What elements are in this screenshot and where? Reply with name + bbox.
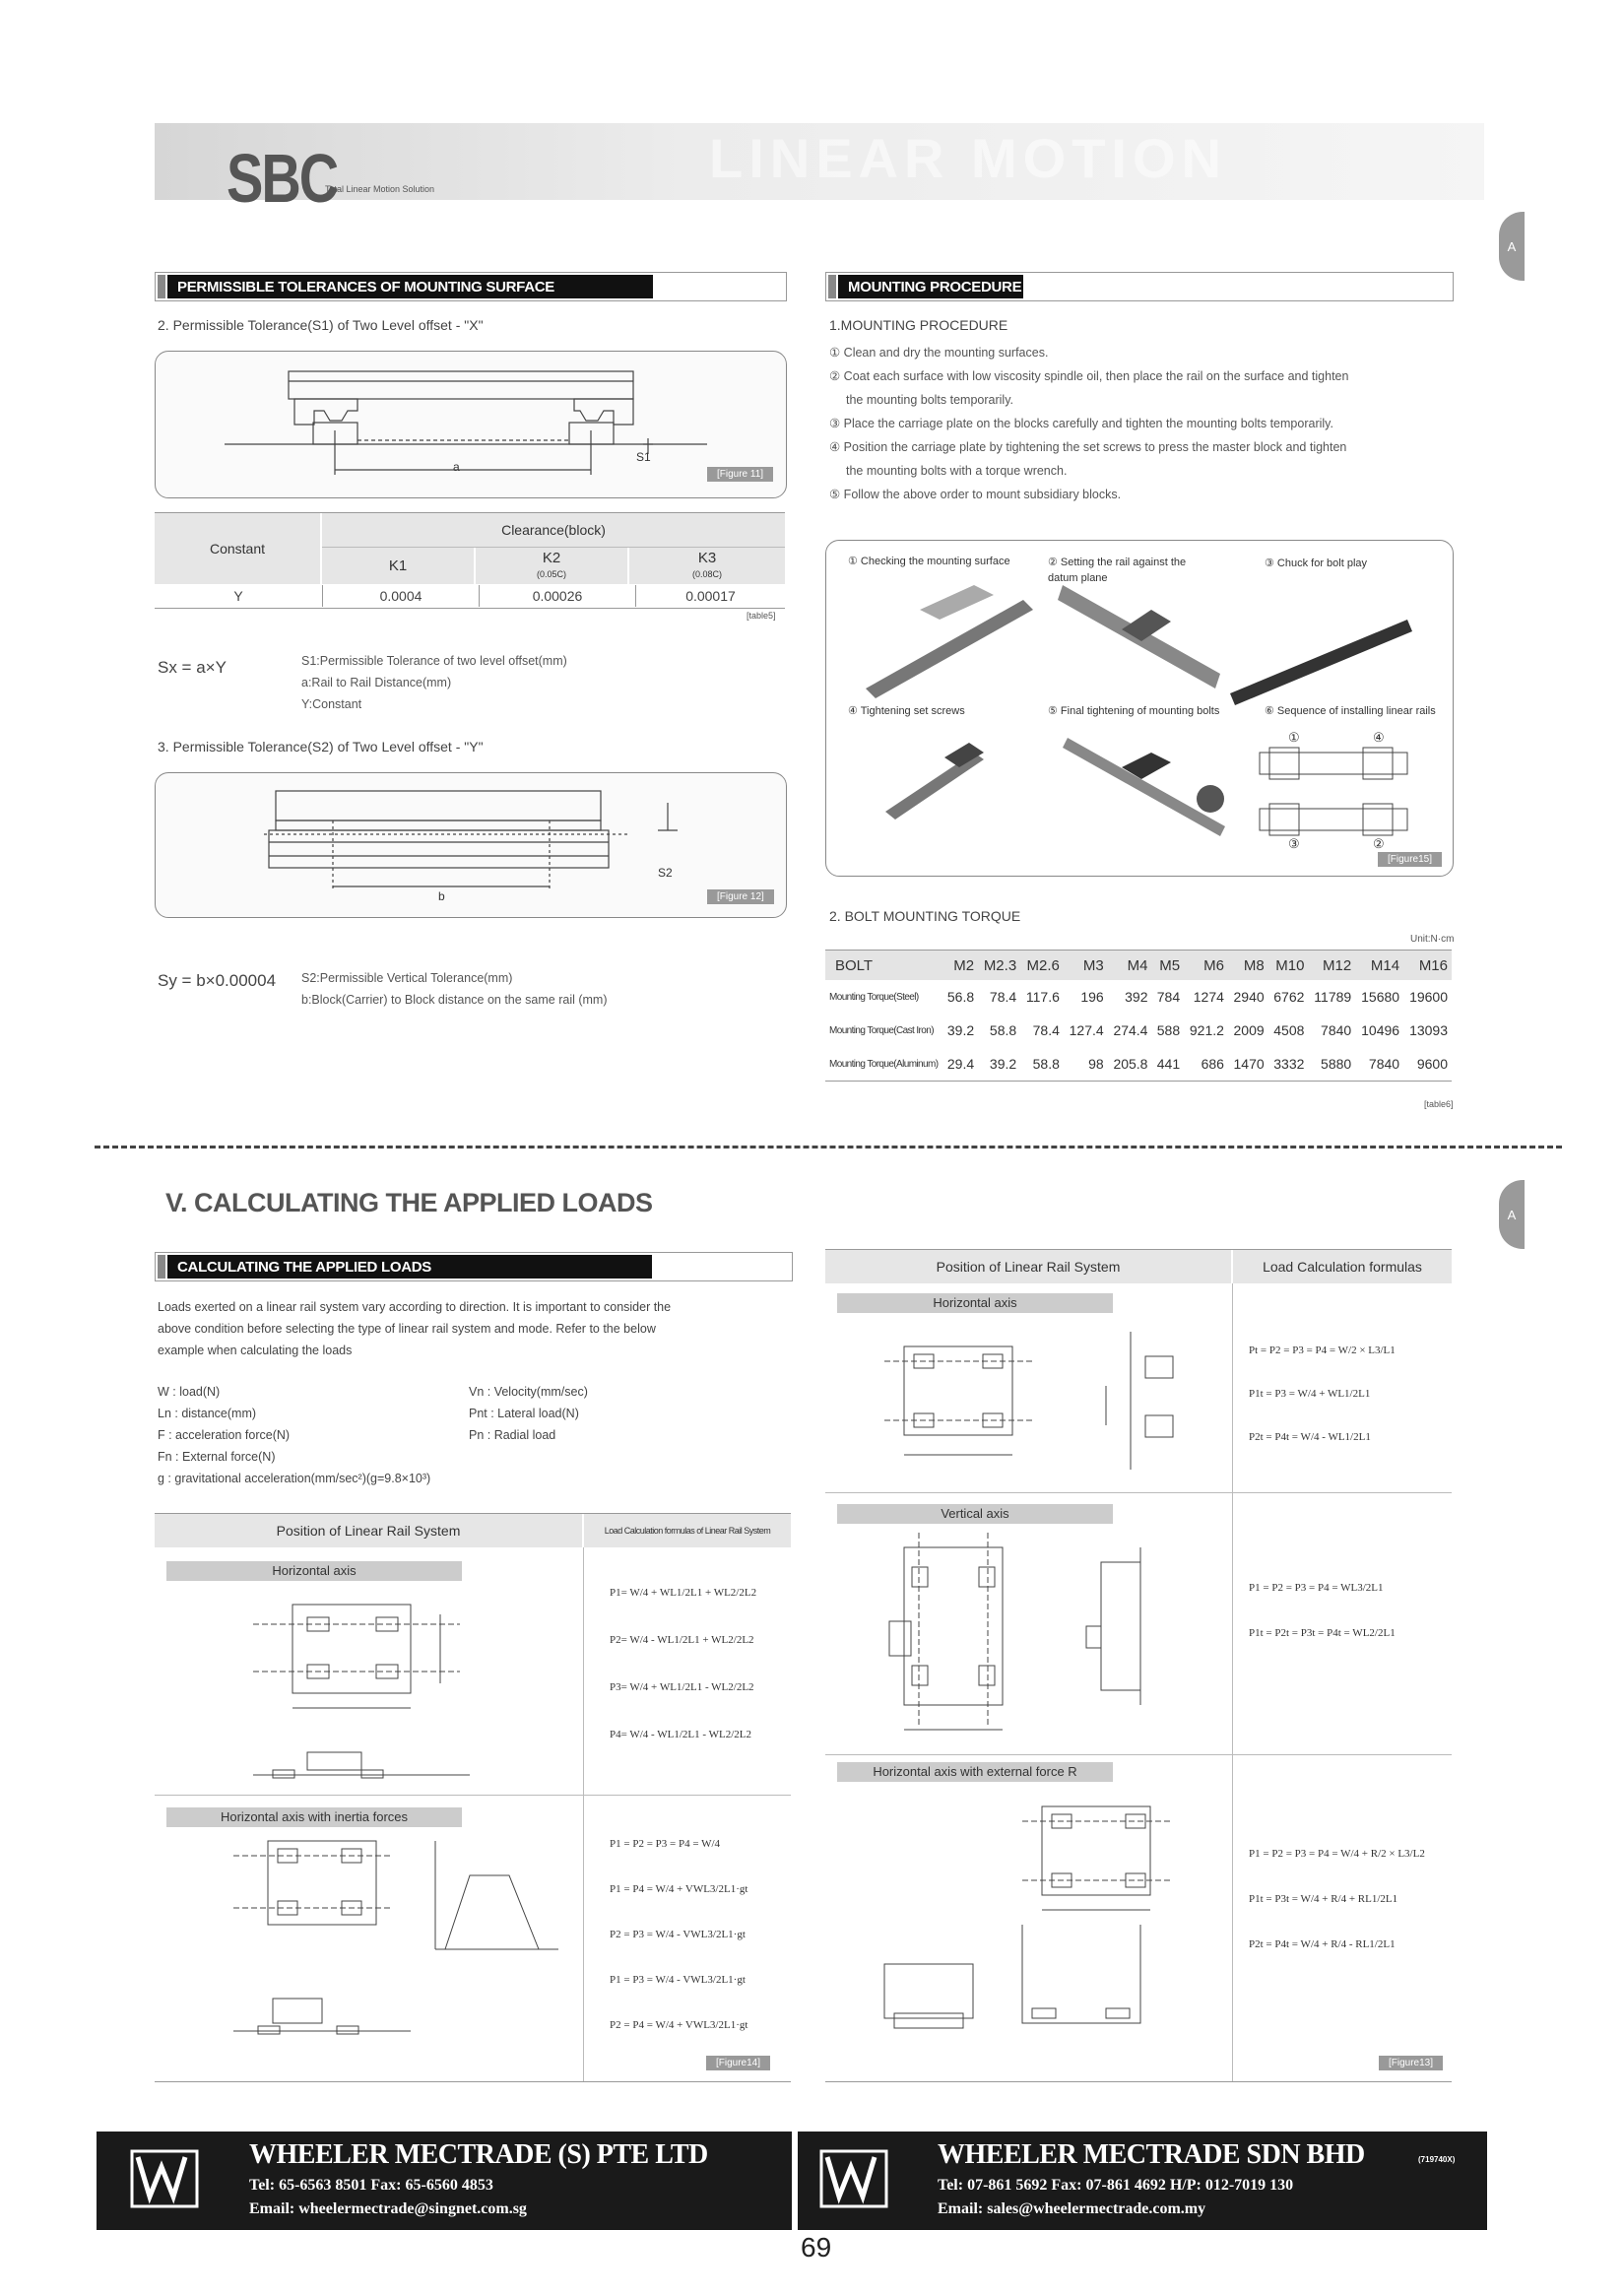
- torque-cell: 98: [1088, 1056, 1104, 1072]
- sy-desc-line: S2:Permissible Vertical Tolerance(mm): [301, 971, 513, 985]
- torque-cell: 19600: [1409, 989, 1448, 1005]
- torque-cell: 15680: [1361, 989, 1400, 1005]
- footer-right-reg: (719740X): [1418, 2155, 1456, 2164]
- table5-caption: [table5]: [747, 611, 776, 621]
- torque-row-label: Mounting Torque(Aluminum): [829, 1058, 939, 1070]
- load-table-left: [155, 1513, 791, 2082]
- section-header-tolerances: [155, 272, 787, 301]
- formula-line: P1t = P3t = W/4 + R/4 + RL1/2L1: [1249, 1893, 1398, 1905]
- seq-number: ③: [1288, 836, 1300, 851]
- figure-12-s2-label: S2: [658, 866, 673, 880]
- torque-cell: 117.6: [1025, 989, 1060, 1005]
- torque-head-cell: M14: [1355, 951, 1403, 981]
- section-title-tolerances: PERMISSIBLE TOLERANCES OF MOUNTING SURFACE: [167, 275, 653, 298]
- value-k3: 0.00017: [685, 588, 736, 604]
- table6-caption: [table6]: [1424, 1099, 1454, 1109]
- figure-12-box: [155, 772, 787, 918]
- formula-line: P2= W/4 - WL1/2L1 + WL2/2L2: [610, 1634, 754, 1646]
- torque-unit: Unit:N·cm: [1410, 934, 1455, 945]
- torque-cell: 274.4: [1113, 1022, 1148, 1038]
- seq-number: ①: [1288, 730, 1300, 745]
- torque-head-cell: M3: [1064, 951, 1108, 981]
- torque-cell: 2009: [1233, 1022, 1265, 1038]
- diagram-right-horizontal: [855, 1317, 1219, 1484]
- procedure-step: ② Coat each surface with low viscosity spindle oil, then place the rail on the surface and tighten: [829, 369, 1349, 383]
- variable-def: g : gravitational acceleration(mm/sec²)(g=9.8×10³): [158, 1472, 431, 1485]
- procedure-steps: [829, 341, 1348, 506]
- formula-line: P3= W/4 + WL1/2L1 - WL2/2L2: [610, 1681, 754, 1693]
- footer-right-title: WHEELER MECTRADE SDN BHD: [938, 2139, 1365, 2170]
- seq-number: ④: [1373, 730, 1385, 745]
- torque-cell: 127.4: [1069, 1022, 1104, 1038]
- sx-desc-line: S1:Permissible Tolerance of two level offset(mm): [301, 654, 567, 668]
- brand-logo: SBC: [227, 139, 338, 217]
- sx-description: [301, 650, 567, 715]
- block-label-right-horizontal: Horizontal axis: [837, 1293, 1113, 1313]
- photo-label-1: ① Checking the mounting surface: [848, 556, 1010, 567]
- figure-12-b-label: b: [438, 889, 445, 903]
- torque-cell: 686: [1201, 1056, 1224, 1072]
- calc-intro: [158, 1296, 671, 1361]
- torque-cell: 39.2: [989, 1056, 1017, 1072]
- formula-line: P1t = P2t = P3t = P4t = WL2/2L1: [1249, 1627, 1396, 1639]
- torque-cell: 921.2: [1189, 1022, 1224, 1038]
- footer-singapore: [97, 2132, 792, 2230]
- footer-right-email: Email: sales@wheelermectrade.com.my: [938, 2200, 1206, 2217]
- torque-cell: 196: [1080, 989, 1104, 1005]
- diagram-inertia: [194, 1831, 568, 2067]
- k3-sub: (0.08C): [691, 569, 722, 579]
- torque-cell: 205.8: [1113, 1056, 1148, 1072]
- torque-cell: 58.8: [989, 1022, 1017, 1038]
- formula-line: P2t = P4t = W/4 - WL1/2L1: [1249, 1431, 1371, 1443]
- torque-cell: 39.2: [946, 1022, 975, 1038]
- s1-title: 2. Permissible Tolerance(S1) of Two Level offset - "X": [158, 317, 484, 333]
- company-logo-icon: [819, 2147, 888, 2210]
- formula-line: P2 = P4 = W/4 + VWL3/2L1·gt: [610, 2019, 748, 2031]
- torque-cell: 441: [1156, 1056, 1181, 1072]
- section-header-mounting: [825, 272, 1454, 301]
- left-head-position: Position of Linear Rail System: [155, 1514, 582, 1547]
- figure-12-caption: [Figure 12]: [707, 889, 774, 904]
- block-label-horizontal: Horizontal axis: [166, 1561, 462, 1581]
- figure-11-a-label: a: [453, 460, 460, 474]
- torque-cell: 78.4: [1032, 1022, 1060, 1038]
- torque-cell: 784: [1156, 989, 1181, 1005]
- value-k1: 0.0004: [323, 585, 480, 607]
- figure-14-caption: [Figure14]: [706, 2056, 770, 2070]
- footer-right-tel: Tel: 07-861 5692 Fax: 07-861 4692 H/P: 012-7019 130: [938, 2177, 1294, 2194]
- procedure-step: ③ Place the carriage plate on the blocks carefully and tighten the mounting bolts temporarily.: [829, 417, 1333, 430]
- formulas-horizontal: [610, 1569, 756, 1758]
- side-tab-top: A: [1499, 212, 1525, 281]
- formula-line: P1 = P2 = P3 = P4 = WL3/2L1: [1249, 1582, 1384, 1594]
- sx-desc-line: a:Rail to Rail Distance(mm): [301, 676, 452, 689]
- load-table-right: [825, 1249, 1452, 2082]
- torque-row-cast-iron: [825, 1014, 1452, 1047]
- seq-number: ②: [1373, 836, 1385, 851]
- company-logo-icon: [130, 2147, 199, 2210]
- torque-head-cell: M2: [942, 951, 978, 981]
- figure-15-box: [825, 540, 1454, 877]
- footer-left-title: WHEELER MECTRADE (S) PTE LTD: [249, 2139, 708, 2170]
- figure-11-s1-label: S1: [636, 450, 651, 464]
- procedure-step: the mounting bolts with a torque wrench.: [846, 464, 1068, 478]
- page-divider: [95, 1146, 1562, 1148]
- variable-def: Pnt : Lateral load(N): [469, 1407, 579, 1420]
- sy-formula: Sy = b×0.00004: [158, 971, 277, 990]
- torque-head-cell: M2.3: [978, 951, 1020, 981]
- block-label-external-force: Horizontal axis with external force R: [837, 1762, 1113, 1782]
- torque-head-cell: M5: [1151, 951, 1184, 981]
- torque-head-cell: M8: [1228, 951, 1268, 981]
- right-head-position: Position of Linear Rail System: [825, 1250, 1231, 1283]
- formula-line: Pt = P2 = P3 = P4 = W/2 × L3/L1: [1249, 1345, 1396, 1356]
- photo-label-6: ⑥ Sequence of installing linear rails: [1265, 705, 1436, 717]
- torque-cell: 7840: [1368, 1056, 1400, 1072]
- formula-line: P1 = P2 = P3 = P4 = W/4 + R/2 × L3/L2: [1249, 1848, 1425, 1860]
- torque-head-cell: M6: [1184, 951, 1228, 981]
- block-label-vertical: Vertical axis: [837, 1504, 1113, 1524]
- right-head-formulas: Load Calculation formulas: [1233, 1250, 1452, 1283]
- formula-line: P1 = P2 = P3 = P4 = W/4: [610, 1838, 721, 1850]
- figure-11-caption: [Figure 11]: [707, 467, 773, 482]
- torque-head-cell: M12: [1308, 951, 1355, 981]
- torque-cell: 29.4: [946, 1056, 975, 1072]
- torque-cell: 1274: [1193, 989, 1224, 1005]
- figure-13-caption: [Figure13]: [1379, 2056, 1443, 2070]
- variable-def: Ln : distance(mm): [158, 1407, 257, 1420]
- torque-head-cell: M10: [1268, 951, 1309, 981]
- intro-line: above condition before selecting the type of linear rail system and mode. Refer to the below: [158, 1322, 656, 1336]
- formulas-vertical: [1249, 1565, 1396, 1656]
- intro-line: example when calculating the loads: [158, 1344, 353, 1357]
- formulas-right-horizontal: [1249, 1329, 1396, 1459]
- procedure-step: ④ Position the carriage plate by tightening the set screws to press the master block and tighten: [829, 440, 1347, 454]
- section-title-calc: CALCULATING THE APPLIED LOADS: [167, 1255, 652, 1279]
- torque-row-steel: [825, 980, 1452, 1014]
- torque-cell: 78.4: [989, 989, 1017, 1005]
- header-ghost-text: LINEAR MOTION: [709, 127, 1227, 189]
- row-y: Y: [155, 585, 323, 607]
- k1-header: K1: [322, 548, 474, 584]
- footer-malaysia: [798, 2132, 1487, 2230]
- procedure-step: ⑤ Follow the above order to mount subsidiary blocks.: [829, 488, 1122, 501]
- variables-right: [469, 1381, 588, 1446]
- constant-table: [155, 512, 785, 609]
- sx-formula: Sx = a×Y: [158, 658, 227, 677]
- value-k2: 0.00026: [480, 585, 636, 607]
- footer-left-email: Email: wheelermectrade@singnet.com.sg: [249, 2200, 527, 2217]
- k3-header: [629, 548, 785, 584]
- torque-cell: 3332: [1273, 1056, 1305, 1072]
- k2-header: [476, 548, 627, 584]
- variable-def: Fn : External force(N): [158, 1450, 276, 1464]
- formula-line: P1= W/4 + WL1/2L1 + WL2/2L2: [610, 1587, 757, 1599]
- figure-11-box: [155, 351, 787, 498]
- k2-label: K2: [542, 550, 561, 566]
- formulas-inertia: [610, 1821, 747, 2048]
- formula-line: P1 = P3 = W/4 - VWL3/2L1·gt: [610, 1974, 746, 1986]
- torque-cell: 7840: [1321, 1022, 1352, 1038]
- procedure-step: the mounting bolts temporarily.: [846, 393, 1013, 407]
- torque-cell: 392: [1125, 989, 1148, 1005]
- side-tab-bottom: A: [1499, 1180, 1525, 1249]
- torque-cell: 9600: [1416, 1056, 1448, 1072]
- constant-header: Constant: [155, 513, 320, 584]
- sx-desc-line: Y:Constant: [301, 697, 362, 711]
- torque-cell: 1470: [1233, 1056, 1265, 1072]
- formula-line: P1t = P3 = W/4 + WL1/2L1: [1249, 1388, 1371, 1400]
- torque-cell: 588: [1156, 1022, 1181, 1038]
- variable-def: Vn : Velocity(mm/sec): [469, 1385, 588, 1399]
- torque-cell: 6762: [1273, 989, 1305, 1005]
- variable-def: W : load(N): [158, 1385, 221, 1399]
- diagram-vertical-axis: [855, 1528, 1219, 1749]
- photo-label-2: ② Setting the rail against the datum plane: [1048, 557, 1187, 584]
- constant-values-row: [155, 585, 785, 607]
- torque-head-cell: M4: [1108, 951, 1152, 981]
- torque-head-cell: M16: [1403, 951, 1452, 981]
- section-header-calc: [155, 1252, 793, 1281]
- diagram-external-force: [855, 1787, 1219, 2053]
- formula-line: P4= W/4 - WL1/2L1 - WL2/2L2: [610, 1729, 751, 1740]
- sy-description: [301, 967, 608, 1011]
- intro-line: Loads exerted on a linear rail system vary according to direction. It is important to consider the: [158, 1300, 672, 1314]
- k2-sub: (0.05C): [536, 569, 566, 579]
- clearance-header: Clearance(block): [322, 513, 785, 548]
- torque-head-cell: BOLT: [825, 951, 942, 981]
- formulas-external-force: [1249, 1831, 1425, 1967]
- page-number: 69: [801, 2232, 832, 2263]
- photo-label-5: ⑤ Final tightening of mounting bolts: [1048, 705, 1220, 717]
- photo-label-3: ③ Chuck for bolt play: [1265, 558, 1368, 569]
- torque-cell: 13093: [1409, 1022, 1448, 1038]
- photo-label-4: ④ Tightening set screws: [848, 705, 965, 717]
- k3-label: K3: [697, 550, 717, 566]
- variables-left: [158, 1381, 430, 1489]
- figure-12-drawing: [156, 773, 786, 917]
- left-head-formulas: Load Calculation formulas of Linear Rail System: [584, 1514, 791, 1547]
- procedure-step: ① Clean and dry the mounting surfaces.: [829, 346, 1049, 360]
- torque-cell: 56.8: [946, 989, 975, 1005]
- torque-cell: 11789: [1314, 989, 1352, 1005]
- torque-title: 2. BOLT MOUNTING TORQUE: [829, 908, 1021, 924]
- figure-11-drawing: [156, 352, 786, 497]
- brand-tagline: Total Linear Motion Solution: [325, 184, 435, 194]
- block-label-inertia: Horizontal axis with inertia forces: [166, 1807, 462, 1827]
- torque-table: [825, 950, 1452, 1082]
- figure-15-caption: [Figure15]: [1378, 852, 1442, 867]
- procedure-title: 1.MOUNTING PROCEDURE: [829, 317, 1008, 333]
- torque-row-aluminum: [825, 1047, 1452, 1082]
- torque-head-cell: M2.6: [1020, 951, 1064, 981]
- torque-cell: 10496: [1361, 1022, 1400, 1038]
- s2-title: 3. Permissible Tolerance(S2) of Two Level offset - "Y": [158, 739, 484, 754]
- torque-cell: 4508: [1273, 1022, 1305, 1038]
- torque-cell: 58.8: [1032, 1056, 1060, 1072]
- formula-line: P2t = P4t = W/4 + R/4 - RL1/2L1: [1249, 1938, 1396, 1950]
- section-title-mounting: MOUNTING PROCEDURE: [838, 275, 1023, 298]
- formula-line: P1 = P4 = W/4 + VWL3/2L1·gt: [610, 1883, 748, 1895]
- torque-row-label: Mounting Torque(Steel): [829, 991, 919, 1003]
- torque-cell: 2940: [1233, 989, 1265, 1005]
- torque-row-label: Mounting Torque(Cast Iron): [829, 1024, 934, 1036]
- footer-left-tel: Tel: 65-6563 8501 Fax: 65-6560 4853: [249, 2177, 493, 2194]
- variable-def: F : acceleration force(N): [158, 1428, 291, 1442]
- part5-title: V. CALCULATING THE APPLIED LOADS: [165, 1188, 653, 1217]
- formula-line: P2 = P3 = W/4 - VWL3/2L1·gt: [610, 1929, 746, 1940]
- torque-cell: 5880: [1321, 1056, 1352, 1072]
- sy-desc-line: b:Block(Carrier) to Block distance on the same rail (mm): [301, 993, 608, 1007]
- diagram-horizontal-axis: [214, 1585, 549, 1792]
- variable-def: Pn : Radial load: [469, 1428, 556, 1442]
